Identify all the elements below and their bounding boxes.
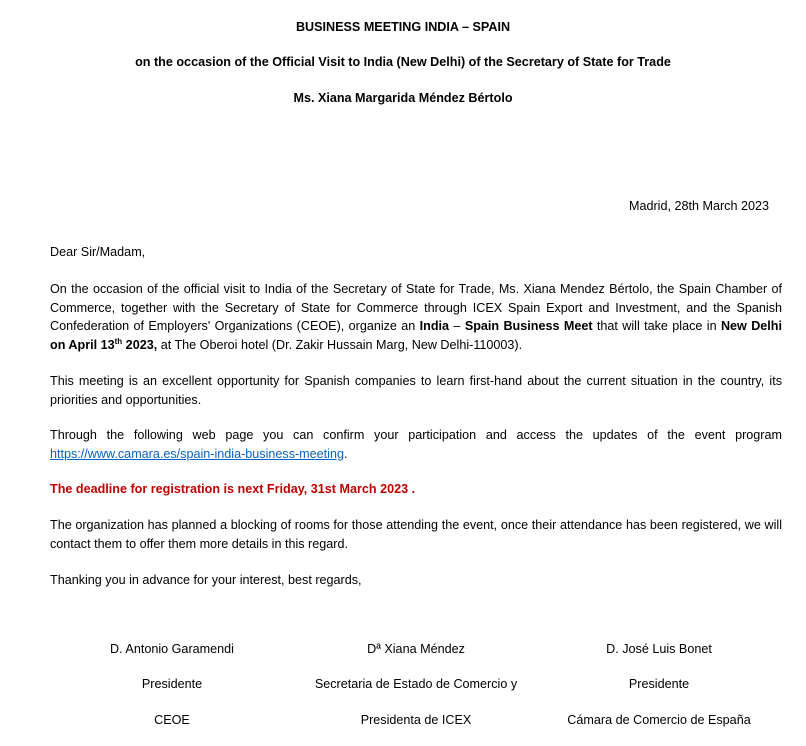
registration-paragraph — [50, 426, 782, 463]
intro-paragraph — [50, 280, 782, 354]
registration-link[interactable]: https://www.camara.es/spain-india-business-meeting — [50, 446, 344, 461]
intro-text-2: that will take place in — [592, 319, 721, 333]
document-title: BUSINESS MEETING INDIA – SPAIN — [295, 20, 511, 34]
signature-org-icex: Presidenta de ICEX — [360, 713, 472, 727]
intro-bold-event: Spain Business Meet — [464, 319, 593, 333]
intro-text: On the occasion of the official visit to India of the Secretary of State for Trade, Ms. Xiana Mendez Bértolo, the Spain Chamber of Commerce, together with the Secretary of State for Commerce through ICEX Spain Export and Investment, and the Spanish Confederation of Employers' Organizations (CEOE), organize an — [50, 282, 782, 333]
signature-org-chamber: Cámara de Comercio de España — [567, 713, 751, 727]
signature-role-ceoe: Presidente — [141, 677, 203, 691]
signature-org-ceoe: CEOE — [154, 713, 190, 727]
intro-venue: at The Oberoi hotel (Dr. Zakir Hussain Marg, New Delhi-110003). — [157, 337, 523, 352]
signature-role-icex: Secretaria de Estado de Comercio y — [314, 677, 518, 691]
intro-bold-india: India — [419, 319, 450, 333]
signature-name-icex: Dª Xiana Méndez — [367, 642, 465, 656]
signature-name-ceoe: D. Antonio Garamendi — [110, 642, 234, 656]
closing-paragraph: Thanking you in advance for your interest, best regards, — [50, 573, 362, 587]
letter-date: Madrid, 28th March 2023 — [628, 199, 769, 213]
rooms-paragraph: The organization has planned a blocking of rooms for those attending the event, once their attendance has been registered, we will contact them to offer them more details in this regard. — [50, 518, 782, 551]
document-person: Ms. Xiana Margarida Méndez Bértolo — [293, 91, 513, 105]
registration-end: . — [344, 446, 348, 461]
intro-year: 2023, — [122, 337, 158, 352]
signature-name-chamber: D. José Luis Bonet — [606, 642, 712, 656]
greeting: Dear Sir/Madam, — [50, 245, 146, 259]
intro-date: New Delhi on April 13 — [50, 319, 782, 352]
document-subtitle: on the occasion of the Official Visit to India (New Delhi) of the Secretary of State for Trade — [135, 55, 671, 69]
intro-date-suffix: th — [114, 336, 123, 346]
opportunity-paragraph: This meeting is an excellent opportunity for Spanish companies to learn first-hand about the current situation in the country, its priorities and opportunities. — [50, 374, 782, 407]
deadline-notice: The deadline for registration is next Friday, 31st March 2023 . — [50, 482, 416, 496]
signature-role-chamber: Presidente — [628, 677, 690, 691]
intro-dash: – — [449, 319, 465, 333]
registration-text: Through the following web page you can confirm your participation and access the updates of the event program — [50, 428, 782, 442]
